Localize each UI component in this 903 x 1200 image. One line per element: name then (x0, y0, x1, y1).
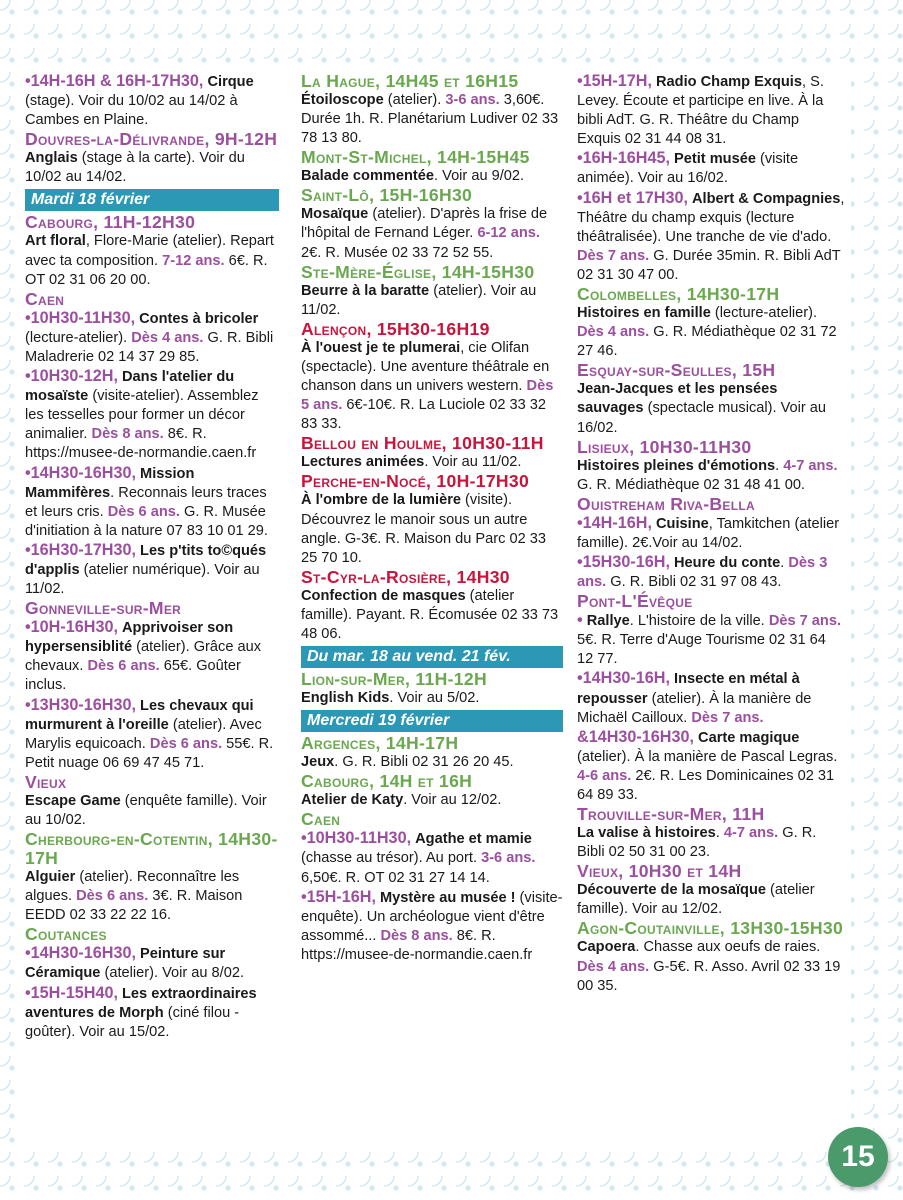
event-description: (atelier numérique). Voir au 11/02. (25, 561, 260, 598)
age-range: Dès 7 ans. (768, 613, 842, 630)
event-title: Confection de masques (301, 587, 466, 604)
event-entry (577, 611, 845, 669)
event-entry (25, 149, 279, 187)
event-title: Radio Champ Exquis (656, 74, 802, 90)
age-range: 3-6 ans. (445, 92, 500, 108)
event-description: (stage). Voir du 10/02 au 14/02 à Cambes en Plaine. (25, 93, 238, 129)
event-description: (atelier). Reconnaître les algues. (25, 869, 240, 905)
event-description: (atelier). (383, 92, 442, 108)
event-entry (301, 587, 563, 644)
location-heading: Caen (25, 288, 65, 309)
event-title: Histoires en famille (577, 305, 711, 322)
event-title: Les chevaux qui murmurent à l'oreille (25, 697, 254, 733)
event-time: •14H30-16H, (577, 669, 670, 688)
event-description: (atelier). Voir au 11/02. (301, 282, 537, 318)
event-entry (577, 669, 845, 727)
event-entry (301, 91, 563, 148)
location-heading: Esquay-sur-Seulles, 15H (577, 360, 776, 381)
age-range: Dès 4 ans. (131, 329, 204, 346)
event-details: G-5€. R. Asso. Avril 02 33 19 00 35. (577, 958, 841, 994)
event-description: (atelier). À la manière de Pascal Legras. (577, 748, 838, 765)
event-entry (25, 309, 279, 367)
age-range: Dès 8 ans. (380, 927, 453, 944)
age-range: 6-12 ans. (477, 225, 540, 242)
event-description: (atelier). Grâce aux chevaux. (25, 639, 262, 675)
event-title: Étoiloscope (301, 92, 384, 108)
event-title: À l'ouest je te plumerai (301, 339, 461, 356)
event-time: •16H30-17H30, (25, 540, 136, 559)
event-entry (301, 167, 563, 186)
location-heading: Cabourg, 14H et 16H (301, 771, 473, 792)
location-heading: Cherbourg-en-Cotentin, 14H30-17H (25, 829, 278, 869)
event-title: Cirque (207, 74, 254, 90)
event-time: •16H et 17H30, (577, 188, 688, 207)
event-time: •10H-16H30, (25, 618, 118, 637)
event-title: À l'ombre de la lumière (301, 492, 461, 509)
event-time: •10H30-12H, (25, 367, 118, 386)
event-details: G-3€. R. Maison du Parc 02 33 25 70 10. (301, 530, 546, 566)
event-details: 6€-10€. R. La Luciole 02 33 32 83 33. (301, 397, 547, 433)
event-description: . L'histoire de la ville. (629, 613, 765, 630)
event-time: •13H30-16H30, (25, 695, 136, 714)
event-title: Les extraordinaires aventures de Morph (25, 985, 257, 1021)
event-details: G. R. Bibli 02 50 31 00 23. (577, 825, 817, 861)
age-range: Dès 6 ans. (107, 503, 180, 520)
event-description: . (775, 457, 780, 474)
event-title: Jean-Jacques et les pensées sauvages (577, 381, 778, 417)
location-heading: Argences, 14H-17H (301, 733, 459, 754)
event-entry (577, 72, 845, 149)
event-description: (visite-atelier). Assemblez les tesselles pour former un décor animalier. (25, 388, 259, 443)
location-heading: Bellou en Houlme, 10H30-11H (301, 433, 544, 454)
event-entry (301, 491, 563, 567)
event-description: . Voir au 11/02. (424, 454, 522, 471)
event-details: G. Durée 35min. R. Bibli AdT 02 31 30 47 00. (577, 247, 841, 283)
event-entry (25, 541, 279, 599)
event-title: Peinture sur Céramique (25, 946, 226, 982)
event-title: Albert & Compagnies (692, 190, 841, 207)
event-title: English Kids (301, 690, 390, 707)
age-range: Dès 6 ans. (149, 735, 223, 752)
event-entry (25, 984, 279, 1042)
event-title: Atelier de Katy (301, 792, 404, 809)
age-range: Dès 4 ans. (577, 958, 650, 975)
event-details: 6,50€. R. OT 02 31 27 14 14. (301, 869, 490, 886)
event-entry (577, 938, 845, 995)
event-details: 3,60€. Durée 1h. R. Planétarium Ludiver 02 33 78 13 80. (301, 92, 559, 147)
event-description: (atelier). À la manière de Michaël Cailloux. (577, 690, 812, 726)
age-range: 3-6 ans. (481, 850, 536, 867)
event-details: G. R. Bibli 02 31 97 08 43. (606, 574, 782, 591)
event-description: (atelier famille). Voir au 12/02. (577, 882, 815, 918)
column-2 (301, 72, 563, 965)
event-entry (25, 792, 279, 830)
event-details: 65€. Goûter inclus. (25, 658, 241, 694)
event-title: Lectures animées (301, 454, 425, 471)
event-entry (301, 791, 563, 810)
event-time: •14H-16H & 16H-17H30, (25, 72, 204, 90)
event-time: •15H-15H40, (25, 983, 118, 1002)
event-description: (enquête famille). Voir au 10/02. (25, 792, 267, 828)
event-title: Art floral (25, 233, 86, 250)
event-details: 2€. R. Musée 02 33 72 52 55. (301, 244, 494, 261)
event-description: . Voir au 12/02. (403, 792, 502, 809)
event-description: (spectacle musical). Voir au 16/02. (577, 400, 827, 436)
location-heading: Ste-Mère-Église, 14H-15H30 (301, 261, 535, 282)
event-description: . G. R. Bibli 02 31 26 20 45. (334, 754, 514, 771)
event-title: Mission Mammifères (25, 465, 195, 501)
event-entry (577, 304, 845, 361)
event-description: , Flore-Marie (atelier). Repart avec ta composition. (25, 233, 274, 269)
event-description: , Tamkitchen (atelier famille). 2€.Voir au 14/02. (577, 515, 840, 551)
column-3 (577, 72, 845, 996)
event-time: •15H30-16H, (577, 552, 670, 571)
location-heading: Colombelles, 14H30-17H (577, 284, 780, 305)
event-title: Rallye (586, 613, 630, 630)
event-time: &14H30-16H30, (577, 727, 694, 746)
event-entry (25, 944, 279, 983)
event-description: , Théâtre du champ exquis (lecture théâtralisée). Une tranche de vie d'ado. (577, 190, 845, 245)
event-entry (577, 728, 845, 805)
event-entry (301, 453, 563, 472)
date-band: Mercredi 19 février (301, 710, 563, 732)
event-title: Contes à bricoler (139, 310, 259, 327)
location-heading: Caen (301, 809, 341, 830)
location-heading: Trouville-sur-Mer, 11H (577, 804, 765, 825)
event-title: Escape Game (25, 792, 121, 809)
event-title: Découverte de la mosaïque (577, 882, 766, 899)
location-heading: Cabourg, 11H-12H30 (25, 212, 196, 233)
location-heading: Agon-Coutainville, 13H30-15H30 (577, 918, 844, 939)
event-title: Carte magique (698, 729, 800, 746)
event-details: 5€. R. Terre d'Auge Tourisme 02 31 64 12 77. (577, 632, 826, 668)
event-entry (25, 464, 279, 541)
event-title: Beurre à la baratte (301, 282, 430, 299)
event-entry (577, 189, 845, 285)
event-title: Mosaïque (301, 206, 369, 223)
event-title: Mystère au musée ! (380, 889, 516, 906)
event-entry (301, 339, 563, 434)
event-entry (301, 829, 563, 887)
event-description: (lecture-atelier). (25, 329, 128, 346)
event-time: •16H-16H45, (577, 149, 670, 168)
page-number: 15 (828, 1127, 888, 1187)
column-1 (25, 72, 279, 1042)
event-entry (301, 205, 563, 262)
location-heading: Vieux (25, 771, 67, 792)
event-details: 8€. R. https://musee-de-normandie.caen.fr (301, 927, 533, 963)
event-title: Insecte en métal à repousser (577, 671, 800, 707)
event-entry (577, 380, 845, 437)
event-description: . (780, 554, 785, 571)
location-heading: Vieux, 10H30 et 14H (577, 861, 742, 882)
age-range: 7-12 ans. (162, 252, 225, 269)
age-range: 4-7 ans. (723, 825, 779, 842)
event-entry (577, 514, 845, 553)
event-title: Agathe et mamie (415, 831, 532, 848)
event-description: (ciné filou - goûter). Voir au 15/02. (25, 1004, 240, 1040)
event-description: , cie Olifan (spectacle). Une aventure théâtrale en chanson dans un univers western. (301, 339, 550, 395)
event-entry (301, 888, 563, 965)
location-heading: Pont-L'Évêque (577, 591, 693, 612)
location-heading: Gonneville-sur-Mer (25, 598, 182, 619)
agenda-page (18, 66, 851, 1144)
event-title: Capoera (577, 939, 636, 956)
event-description: (atelier). Avec Marylis equicoach. (25, 716, 262, 752)
event-title: Balade commentée (301, 168, 435, 185)
event-entry (577, 824, 845, 862)
event-description: . Voir au 9/02. (434, 168, 525, 185)
event-time: •15H-17H, (577, 72, 652, 90)
event-title: Anglais (25, 150, 78, 167)
age-range: Dès 5 ans. (301, 378, 554, 414)
event-entry (25, 696, 279, 773)
event-entry (25, 367, 279, 463)
location-heading: St-Cyr-la-Rosière, 14H30 (301, 566, 510, 587)
event-entry (577, 553, 845, 592)
location-heading: Saint-Lô, 15H-16H30 (301, 185, 473, 206)
event-details: G. R. Musée d'initiation à la nature 07 83 10 01 29. (25, 503, 268, 539)
event-entry (577, 881, 845, 919)
event-title: Les p'tits to©qués d'applis (25, 542, 267, 578)
event-details: G. R. Bibli Maladrerie 02 14 37 29 85. (25, 329, 274, 365)
event-description: (chasse au trésor). Au port. (301, 850, 478, 867)
event-time: •15H-16H, (301, 887, 376, 906)
event-details: 55€. R. Petit nuage 06 69 47 45 71. (25, 735, 274, 771)
date-band: Du mar. 18 au vend. 21 fév. (301, 646, 563, 668)
event-description: (visite-enquête). Un archéologue vient d'être assommé... (301, 889, 563, 944)
age-range: 4-6 ans. (577, 767, 632, 784)
event-details: G. R. Médiathèque 02 31 72 27 46. (577, 324, 837, 360)
event-details: 2€. R. Les Dominicaines 02 31 64 89 33. (577, 767, 835, 803)
event-entry (301, 282, 563, 320)
location-heading: Douvres-la-Délivrande, 9H-12H (25, 129, 278, 150)
event-description: . Reconnais leurs traces et leurs cris. (25, 484, 267, 520)
event-description: (atelier). D'après la frise de l'hôpital de Fernand Léger. (301, 206, 548, 242)
event-entry (301, 753, 563, 772)
event-entry (577, 457, 845, 495)
event-entry (25, 232, 279, 289)
event-entry (577, 149, 845, 188)
location-heading: La Hague, 14H45 et 16H15 (301, 71, 519, 91)
event-entry (25, 868, 279, 925)
age-range: Dès 6 ans. (87, 658, 160, 675)
event-description: (atelier). Voir au 8/02. (100, 965, 245, 982)
event-time: •10H30-11H30, (25, 308, 136, 327)
event-description: (atelier famille). Payant. R. Écomusée 02 33 73 48 06. (301, 587, 559, 642)
location-heading: Lisieux, 10H30-11H30 (577, 436, 752, 457)
event-time: •14H30-16H30, (25, 463, 136, 482)
event-title: Jeux (301, 754, 335, 771)
age-range: 4-7 ans. (783, 457, 838, 474)
event-title: Cuisine (656, 515, 709, 532)
event-title: Histoires pleines d'émotions (577, 457, 776, 474)
location-heading: Alençon, 15H30-16H19 (301, 318, 490, 339)
event-description: (visite animée). Voir au 16/02. (577, 151, 799, 187)
event-description: (visite). Découvrez le manoir sous un autre angle. (301, 492, 528, 547)
age-range: Dès 3 ans. (577, 554, 828, 591)
event-title: Apprivoiser son hypersensiblité (25, 620, 234, 656)
event-details: 6€. R. OT 02 31 06 20 00. (25, 252, 268, 288)
event-description: . Chasse aux oeufs de raies. (635, 939, 821, 956)
event-time: •14H-16H, (577, 513, 652, 532)
event-title: Alguier (25, 869, 76, 886)
event-details: 3€. R. Maison EEDD 02 33 22 22 16. (25, 888, 243, 924)
event-description: (lecture-atelier). (710, 305, 818, 322)
event-description: (stage à la carte). Voir du 10/02 au 14/02. (25, 150, 245, 186)
age-range: Dès 7 ans. (577, 247, 650, 264)
event-title: Heure du conte (674, 554, 781, 571)
age-range: Dès 8 ans. (91, 426, 164, 443)
event-title: La valise à histoires (577, 825, 716, 842)
event-description: , S. Levey. Écoute et participe en live. À la bibli AdT. G. R. Théâtre du Champ Exquis 02 31 44 08 31. (577, 74, 824, 148)
event-entry (25, 618, 279, 695)
event-description: . (715, 825, 720, 842)
location-heading: Perche-en-Nocé, 10H-17H30 (301, 471, 530, 492)
event-entry (25, 72, 279, 130)
event-time: • (577, 611, 583, 630)
event-details: G. R. Médiathèque 02 31 48 41 00. (577, 476, 805, 493)
age-range: Dès 7 ans. (691, 709, 764, 726)
location-heading: Coutances (25, 924, 107, 945)
location-heading: Mont-St-Michel, 14H-15H45 (301, 147, 530, 168)
event-entry (301, 689, 563, 708)
age-range: Dès 4 ans. (577, 324, 650, 341)
location-heading: Lion-sur-Mer, 11H-12H (301, 669, 487, 690)
event-title: Petit musée (674, 151, 756, 168)
location-heading: Ouistreham Riva-Bella (577, 493, 755, 514)
date-band: Mardi 18 février (25, 189, 279, 211)
event-description: . Voir au 5/02. (389, 690, 480, 707)
event-time: •10H30-11H30, (301, 829, 412, 848)
event-details: 8€. R. https://musee-de-normandie.caen.fr (25, 426, 257, 462)
event-time: •14H30-16H30, (25, 944, 136, 963)
event-title: Dans l'atelier du mosaïste (25, 369, 235, 405)
age-range: Dès 6 ans. (76, 888, 149, 905)
